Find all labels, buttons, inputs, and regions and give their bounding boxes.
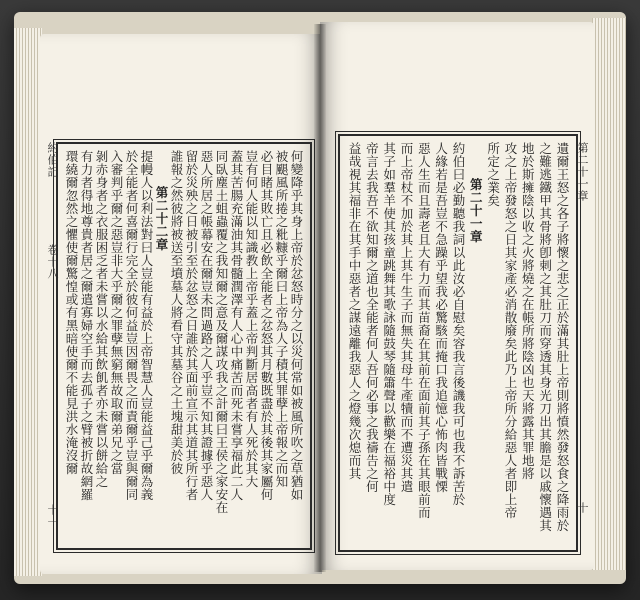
chapter-heading: 第二十一章: [468, 178, 484, 243]
margin-page-number: 十: [576, 502, 589, 514]
page-edges-right: [592, 18, 626, 570]
margin-page-number: 十一: [46, 504, 59, 528]
text-column: 被颶風所捲之粃糠乎爾曰上帝為人子積其罪孽上帝報之而知: [274, 150, 289, 488]
text-column: 惡人生而且壽老且大有力而其苗裔在其前在面前其子孫在其眼前而: [416, 142, 432, 519]
text-column: 環繞爾忽然之懼使爾驚惶或有黑暗使爾不能見洪水淹沒爾: [64, 150, 79, 475]
text-column: 於全能者何喜爾行完全於彼何益豈因爾畏之而責爾乎豈與爾同: [124, 150, 139, 501]
text-column: 攻之上帝發怒之日其家產必消散廢矣此乃上帝所分給惡人者即上帝: [502, 142, 518, 519]
right-text-frame: [338, 134, 578, 552]
text-column: 地於斯擁陰以收之火將燒之在帳所將陰凶也天將露其罪地將: [520, 142, 536, 480]
margin-volume: 卷十八: [46, 244, 59, 280]
text-column: 帝言去我吾不欲知爾之道也全能者何人吾何必事之我禱告之何: [364, 142, 380, 493]
text-column: 入審判乎爾之惡豈非大乎爾之罪孽無窮無故取爾弟兄之當: [109, 150, 124, 475]
text-column: 留於災殃之日被引至於忿怒之日誰於其面前宣示其道其所行者: [184, 150, 199, 501]
text-column: 惡人所居之帳幕安在爾豈未問過路之人乎豈不知其證據乎惡人: [199, 150, 214, 501]
page-edges-left: [14, 28, 42, 576]
text-column: 而上帝杖不加於其上其牛生子而無失其母牛產犢而不遭災其遣: [398, 142, 414, 493]
text-column: 提幔人以利法對曰人豈能有益於上帝智慧人豈能益己乎爾為義: [139, 150, 154, 501]
text-column: 之難逃鐵甲其骨將卽刺之其肚刀而穿透其身光刀出其膽是以戚懷遇其: [537, 142, 553, 532]
right-text-columns: [346, 142, 570, 544]
text-column: 益哉視其福非在其手中惡者之謀遠離我惡人之燈幾次熄而其: [347, 142, 362, 480]
text-column: 遺爾王怒之各子將懷之悲之正於滿其肚上帝則將憤然發怒食之降雨於: [554, 142, 570, 532]
text-column: 必目睹其敗亡且必飲全能者之忿怒其月數既盡於其後其家屬何: [259, 150, 274, 501]
chapter-heading: 第二十二章: [154, 186, 169, 251]
text-column: 蓋其苦腸充滿油其骨髓潤澤有人心中痛苦而死未嘗享福此二人: [229, 150, 244, 501]
text-column: 剝赤身者之衣服困乏者未嘗以水給其飲飢者亦未嘗以餅給之: [94, 150, 109, 488]
text-column: 其子如羣羊使其孩童跳舞其歌詠隨鼓琴隨簫聲以歡樂在福裕中度: [381, 142, 397, 506]
margin-chapter-tag: 第二十一章: [576, 142, 589, 202]
text-column: 誰報之然彼將被送至墳墓人將看守其墓谷之土塊甜美於彼: [169, 150, 184, 475]
right-page: [320, 22, 594, 570]
left-text-frame: [56, 142, 312, 550]
text-column: 何變降乎其身上帝於忿怒時分之以災何常如被風所吹之草猶如: [289, 150, 304, 501]
left-text-columns: [64, 150, 304, 542]
text-column: 豈有何人能以知識教上帝乎蓋上帝判斷居高者有人死於其大: [244, 150, 259, 488]
text-column: 有力者得地尊貴者居之爾遣寡婦空手而去孤子之臂被折故網羅: [79, 150, 94, 501]
book-gutter: [314, 24, 326, 572]
text-column: 同臥塵土蛆蟲覆之我知爾之意及爾謀攻我之計爾曰王侯之家安在: [214, 150, 229, 514]
text-column: 約伯曰必勤聽我詞以此汝必自慰矣容我言後譏我可也我不訴苦於: [450, 142, 466, 506]
text-column: 所定之業矣: [485, 142, 501, 207]
text-column: 人緣若是吾豈不急躁乎望我必驚駭而掩口我追憶心怖肉皆戰慄: [433, 142, 449, 493]
left-page: [40, 34, 322, 574]
open-book: [14, 12, 626, 584]
margin-book-title: 約伯記: [46, 142, 59, 178]
